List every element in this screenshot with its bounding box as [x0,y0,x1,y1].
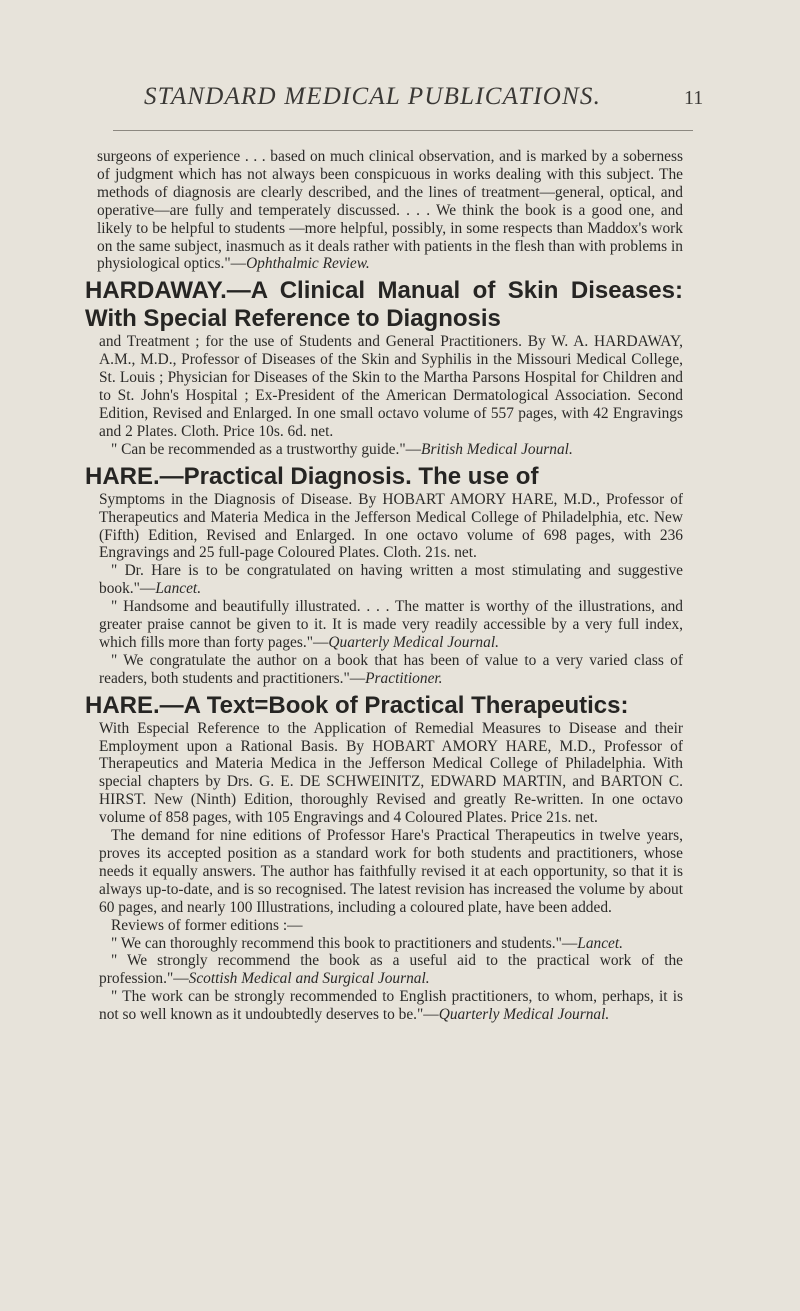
intro-source: Ophthalmic Review. [246,255,370,273]
reviews-label: Reviews of former editions :— [111,916,303,934]
quote-text: " Can be recommended as a trustworthy guide."— [111,440,422,458]
entry-heading-hare-therapeutics: HARE.—A Text=Book of Practical Therapeutics: [85,691,629,719]
review-quote [99,441,683,459]
entry-heading-hare-diagnosis: HARE.—Practical Diagnosis. The use of [85,462,539,490]
quote-text: " We can thoroughly recommend this book to practitioners and students."— [111,934,578,952]
entry-hardaway [85,277,683,458]
quote-source: British Medical Journal. [421,440,573,458]
entry-hare-therapeutics [85,691,683,1024]
quote-source: Lancet. [155,580,202,598]
intro-paragraph [97,148,683,273]
quote-text: " We congratulate the author on a book that has been of value to a very varied class of readers, both students and practitioners."— [99,651,683,687]
quote-text: " Dr. Hare is to be congratulated on having written a most stimulating and suggestive book."— [99,562,683,598]
quote-source: Quarterly Medical Journal. [438,1006,610,1024]
quote-text: " We strongly recommend the book as a useful aid to the practical work of the profession."— [99,952,683,988]
review-quote [99,952,683,988]
entry-description-hare-therapeutics: With Especial Reference to the Application of Remedial Measures to Disease and their Employment upon a Rational Basis. By HOBART AMORY HARE, M.D., Professor of Therapeutics and Materia Medica in the Jefferson Medical College of Philadelphia. With special chapters by Drs. G. E. DE SCHWEINITZ, EDWARD MARTIN, and BARTON C. HIRST. New (Ninth) Edition, thoroughly Revised and greatly Re-written. In one octavo volume of 858 pages, with 105 Engravings and 4 Coloured Plates. Price 21s. net. [99,719,683,827]
review-quote [99,988,683,1024]
entry-heading-hardaway: HARDAWAY.—A Clinical Manual of Skin Diseases: With Special Reference to Diagnosis [85,277,683,333]
header-rule [113,130,693,131]
quote-text: " Handsome and beautifully illustrated. . . . The matter is worthy of the illustrations, and greater praise cannot be given to it. It is made very readily accessible by a very full index, which fills more than forty pages."— [99,598,683,651]
review-quote [99,598,683,652]
review-quote [99,562,683,598]
entry-hare-diagnosis [85,462,683,688]
entry-description-hardaway: and Treatment ; for the use of Students and General Practitioners. By W. A. HARDAWAY, A.M., M.D., Professor of Diseases of the Skin and Syphilis in the Missouri Medical College, St. Louis ; Physician for Diseases of the Skin to the Martha Parsons Hospital for Children and to St. John's Hospital ; Ex-President of the American Dermatological Association. Second Edition, Revised and Enlarged. In one small octavo volume of 557 pages, with 42 Engravings and 2 Plates. Cloth. Price 10s. 6d. net. [99,333,683,440]
page-header [0,83,800,123]
entry-paragraph-hare-therapeutics: The demand for nine editions of Professor Hare's Practical Therapeutics in twelve years, proves its accepted position as a standard work for both students and practitioners, whose needs it equally answers. The author has faithfully revised it at each opportunity, so that it is always up-to-date, and is so recognised. The latest revision has increased the volume by about 60 pages, and nearly 100 Illustrations, including a coloured plate, have been added. [99,827,683,916]
intro-text: surgeons of experience . . . based on much clinical observation, and is marked by a soberness of judgment which has not always been conspicuous in works dealing with this subject. The methods of diagnosis are clearly described, and the lines of treatment—general, optical, and operative—are fully and temperately discussed. . . . We think the book is a good one, and likely to be helpful to students —more helpful, possibly, in some respects than Maddox's work on the same subject, inasmuch as it deals rather with patients in the flesh than with problems in physiological optics."— [97,148,683,273]
page-body [85,148,683,1024]
quote-source: Lancet. [577,934,624,952]
quote-source: Scottish Medical and Surgical Journal. [188,970,430,988]
review-quote [99,652,683,688]
running-title: STANDARD MEDICAL PUBLICATIONS. [144,83,602,110]
quote-text: " The work can be strongly recommended to English practitioners, to whom, perhaps, it is not so well known as it undoubtedly deserves to be."— [99,988,683,1024]
page-number: 11 [684,87,704,109]
entry-description-hare-diagnosis: Symptoms in the Diagnosis of Disease. By HOBART AMORY HARE, M.D., Professor of Therapeutics and Materia Medica in the Jefferson Medical College of Philadelphia, etc. New (Fifth) Edition, Revised and Enlarged. In one octavo volume of 698 pages, with 236 Engravings and 25 full-page Coloured Plates. Cloth. 21s. net. [99,490,683,562]
review-quote [99,935,683,953]
quote-source: Practitioner. [365,669,443,687]
quote-source: Quarterly Medical Journal. [328,633,499,651]
